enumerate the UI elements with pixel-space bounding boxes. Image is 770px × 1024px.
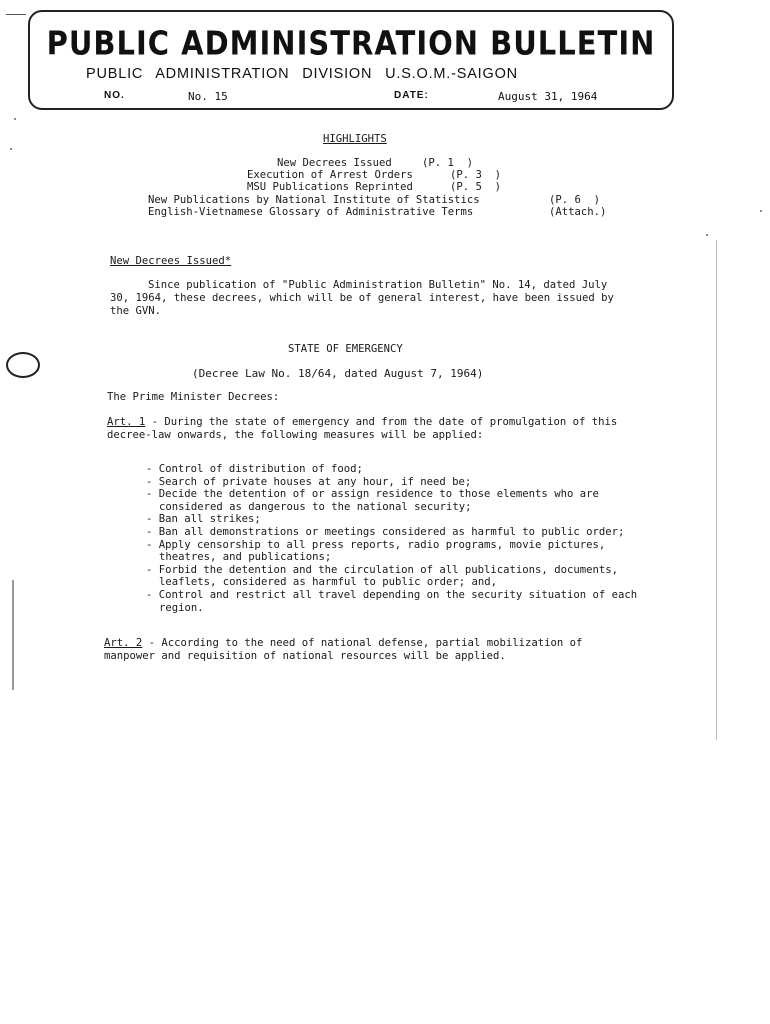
bulletin-date: August 31, 1964 <box>498 90 598 103</box>
section-heading: New Decrees Issued* <box>110 255 232 267</box>
margin-mark <box>716 240 717 740</box>
scan-speck <box>10 148 12 150</box>
scan-speck <box>14 118 16 120</box>
highlight-page-ref: (P. 3 ) <box>450 169 502 181</box>
margin-mark <box>12 580 14 690</box>
scan-speck <box>760 210 762 212</box>
highlight-page-ref: (P. 6 ) <box>549 194 601 206</box>
highlight-item: Execution of Arrest Orders <box>247 169 413 181</box>
list-item: - Ban all demonstrations or meetings considered as harmful to public order; <box>146 525 625 538</box>
highlight-page-ref: (P. 5 ) <box>450 181 502 193</box>
division-line: PUBLIC ADMINISTRATION DIVISION U.S.O.M.-SAIGON <box>86 66 518 82</box>
list-item: - Search of private houses at any hour, if need be; <box>146 475 472 488</box>
list-item: - Ban all strikes; <box>146 513 261 526</box>
highlight-item: MSU Publications Reprinted <box>247 181 413 193</box>
corner-mark <box>6 14 26 15</box>
list-item: - Forbid the detention and the circulation of all publications, documents, leaflets, considered as harmful to public order; and, <box>146 563 618 589</box>
decree-subtitle: (Decree Law No. 18/64, dated August 7, 1964) <box>192 367 484 380</box>
measures-list <box>146 463 666 614</box>
highlight-item: New Publications by National Institute of Statistics <box>148 194 480 206</box>
masthead-box <box>28 10 674 110</box>
highlights-heading: HIGHLIGHTS <box>323 133 387 145</box>
highlight-item: New Decrees Issued <box>277 157 392 169</box>
article-2-text: - According to the need of national defense, partial mobilization of manpower and requisition of national resources will be applied. <box>104 637 583 663</box>
date-label: DATE: <box>394 90 429 101</box>
article-1-text: - During the state of emergency and from the date of promulgation of this decree-law onwards, the following measures will be applied: <box>107 416 618 442</box>
article-1 <box>107 416 629 442</box>
number-label: NO. <box>104 90 125 101</box>
list-item: - Decide the detention of or assign residence to those elements who are considered as dangerous to the national security; <box>146 488 599 513</box>
list-item: - Control and restrict all travel depending on the security situation of each region. <box>146 588 638 614</box>
scan-speck <box>706 234 708 236</box>
article-1-label: Art. 1 <box>107 416 146 428</box>
punch-hole-mark <box>6 352 40 378</box>
decree-title: STATE OF EMERGENCY <box>288 343 403 355</box>
decree-preamble: The Prime Minister Decrees: <box>107 391 280 403</box>
bulletin-title: PUBLIC ADMINISTRATION BULLETIN <box>46 23 656 63</box>
list-item: - Apply censorship to all press reports, radio programs, movie pictures, theatres, and publications; <box>146 538 606 564</box>
highlight-item: English-Vietnamese Glossary of Administrative Terms <box>148 206 474 218</box>
intro-paragraph: Since publication of "Public Administration Bulletin" No. 14, dated July 30, 1964, these decrees, which will be of general interest, have been issued by the GVN. <box>110 279 614 318</box>
highlight-page-ref: (P. 1 ) <box>422 157 474 169</box>
highlight-page-ref: (Attach.) <box>549 206 607 218</box>
bulletin-number: No. 15 <box>188 90 228 103</box>
article-2 <box>104 637 626 663</box>
article-2-label: Art. 2 <box>104 637 143 649</box>
list-item: - Control of distribution of food; <box>146 463 363 475</box>
